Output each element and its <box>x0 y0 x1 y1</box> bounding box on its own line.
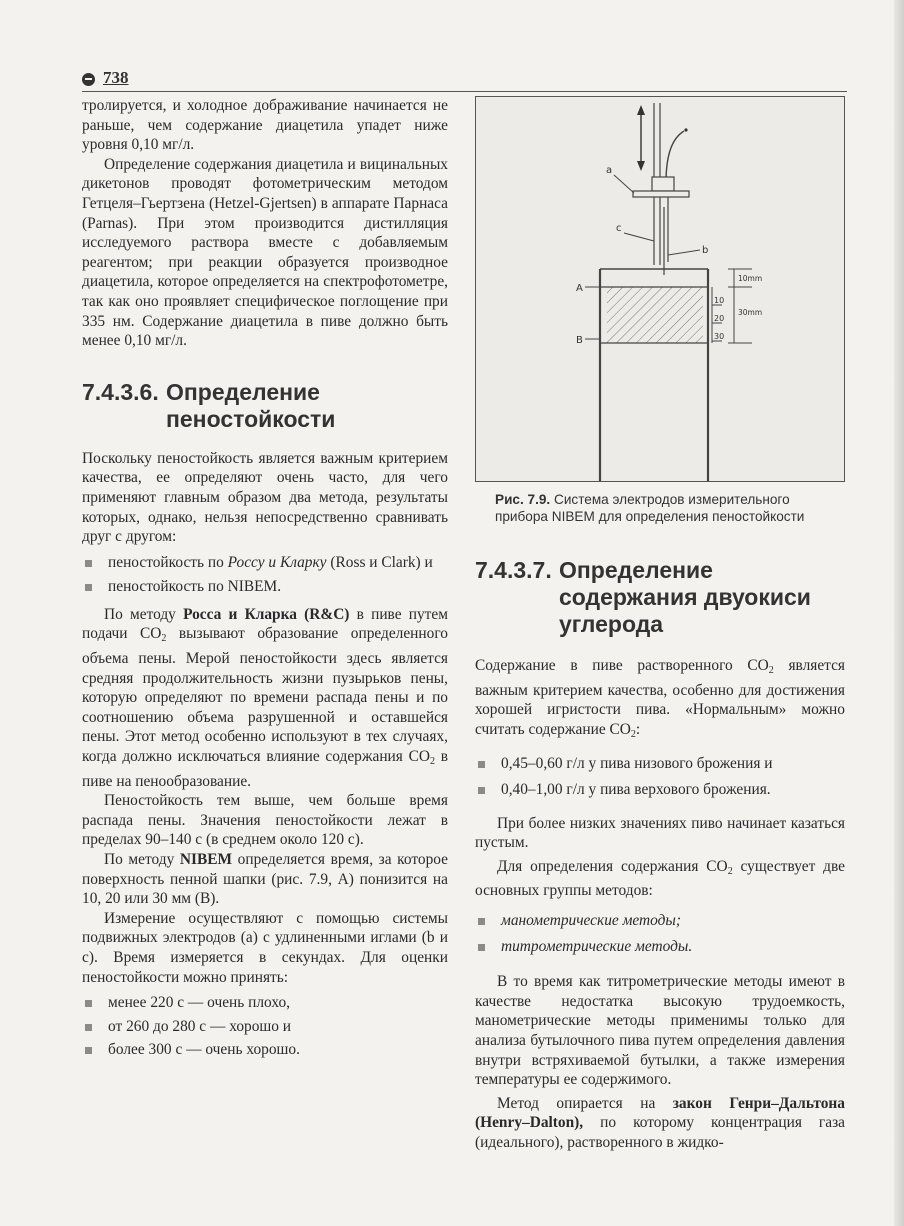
list-item: пеностойкость по NIBEM. <box>82 577 448 597</box>
left-column <box>82 96 448 1060</box>
label-c: c <box>616 223 622 234</box>
electrode-diagram <box>476 97 844 481</box>
label-b: b <box>702 245 709 256</box>
paragraph: Содержание в пиве растворенного $CO_2$ является важным критерием качества, особенно для достижения хорошей игристости пива. «Нормальным» можно считать содержание $CO_2$: <box>475 657 846 740</box>
page-marker-icon <box>82 73 95 86</box>
list-item: 0,40–1,00 г/л у пива верхового брожения. <box>475 780 845 800</box>
section-heading-foam <box>82 379 448 433</box>
rating-list <box>82 993 448 1060</box>
paragraph: По методу NIBEM определяется время, за которое поверхность пенной шапки (рис. 7.9, А) понизится на 10, 20 или 30 мм (В). <box>82 851 448 908</box>
dim-10mm: 10mm <box>738 274 763 283</box>
scale-20: 20 <box>714 314 725 323</box>
section-title-rest: содержания двуокиси <box>559 584 811 610</box>
dim-30mm: 30mm <box>738 308 763 317</box>
section-title-word: Определение <box>559 557 713 583</box>
method-list <box>82 553 448 597</box>
section-title-rest: углерода <box>559 611 664 637</box>
paragraph: В то время как титрометрические методы имеют в качестве недостатка высокую трудоемкость, манометрические методы применимы только для анализа бутылочного пива путем определения давления внутри встряхиваемой бутылки, а также измерения температуры ее содержимого. <box>475 973 845 1089</box>
paragraph: Измерение осуществляют с помощью системы подвижных электродов (а) с удлиненными иглами (b и с). Время измеряется в секундах. Для оценки пеностойкости можно принять: <box>82 909 448 986</box>
paragraph: Пеностойкость тем выше, чем больше время распада пены. Значения пеностойкости лежат в пределах 90–140 с (в среднем около 120 с). <box>82 792 448 849</box>
label-B: B <box>576 335 583 346</box>
scale-10: 10 <box>714 296 725 305</box>
page-number: 738 <box>103 68 129 87</box>
list-item: менее 220 с — очень плохо, <box>82 993 448 1013</box>
list-item: 0,45–0,60 г/л у пива низового брожения и <box>475 754 845 774</box>
paragraph: По методу Росса и Кларка (R&C) в пиве путем подачи $CO_2$ вызывают образование определенного объема пены. Мерой пеностойкости здесь является средняя продолжительность жизни пузырьков пены, которую определяют по времени распада пены и по соотношению объема разрушенной и оставшейся пены. Этот метод особенно используют в тех случаях, когда должно исключаться влияние содержания $CO_2$ в пиве на пенообразование. <box>82 605 448 790</box>
label-a: a <box>606 165 613 176</box>
list-item: от 260 до 280 с — хорошо и <box>82 1017 448 1037</box>
section-number: 7.4.3.7. <box>475 557 552 583</box>
paragraph: При более низких значениях пиво начинает казаться пустым. <box>475 814 845 852</box>
section-title-rest: пеностойкости <box>166 405 336 432</box>
list-item: титрометрические методы. <box>475 937 845 957</box>
section-title-word: Определение <box>166 378 320 405</box>
scale-30: 30 <box>714 332 725 341</box>
paragraph: Поскольку пеностойкость является важным критерием качества, ее определяют очень часто, для чего применяют главным образом два метода, результаты которых, однако, нельзя непосредственно сравнивать друг с другом: <box>82 449 448 546</box>
paragraph: Метод опирается на закон Генри–Дальтона (Henry–Dalton), по которому концентрация газа (идеального), растворенного в жидко- <box>475 1094 845 1151</box>
list-item: манометрические методы; <box>475 911 845 931</box>
page-header <box>82 70 847 92</box>
page-edge <box>894 0 904 1226</box>
figure-caption: Рис. 7.9. Система электродов измерительного прибора NIBEM для определения пеностойкости <box>495 492 805 524</box>
list-item: пеностойкость по Россу и Кларку (Ross и Clark) и <box>82 553 448 573</box>
paragraph: Определение содержания диацетила и вицинальных дикетонов проводят фотометрическим методом Гетцеля–Гьертзена (Hetzel-Gjertsen) в аппарате Парнаса (Parnas). При этом производится дистилляция исследуемого раствора вместе с добавляемым реагентом; при реакции образуется производное диацетила, которое определяется на спектрофотометре, так как оно проявляет специфическое поглощение при 335 нм. Содержание диацетила в пиве должно быть менее 0,10 мг/л. <box>82 155 448 350</box>
list-item: более 300 с — очень хорошо. <box>82 1040 448 1060</box>
paragraph: тролируется, и холодное дображивание начинается не раньше, чем содержание диацетила упадет ниже уровня 0,10 мг/л. <box>82 97 448 154</box>
figure-electrode-system <box>475 96 845 482</box>
label-A: A <box>576 283 583 294</box>
co2-norm-list <box>475 754 845 799</box>
section-heading-co2 <box>475 557 845 638</box>
paragraph: Для определения содержания $CO_2$ существует две основных группы методов: <box>475 857 845 900</box>
methods-list <box>475 911 845 956</box>
section-number: 7.4.3.6. <box>82 378 159 405</box>
right-column <box>475 96 845 1152</box>
